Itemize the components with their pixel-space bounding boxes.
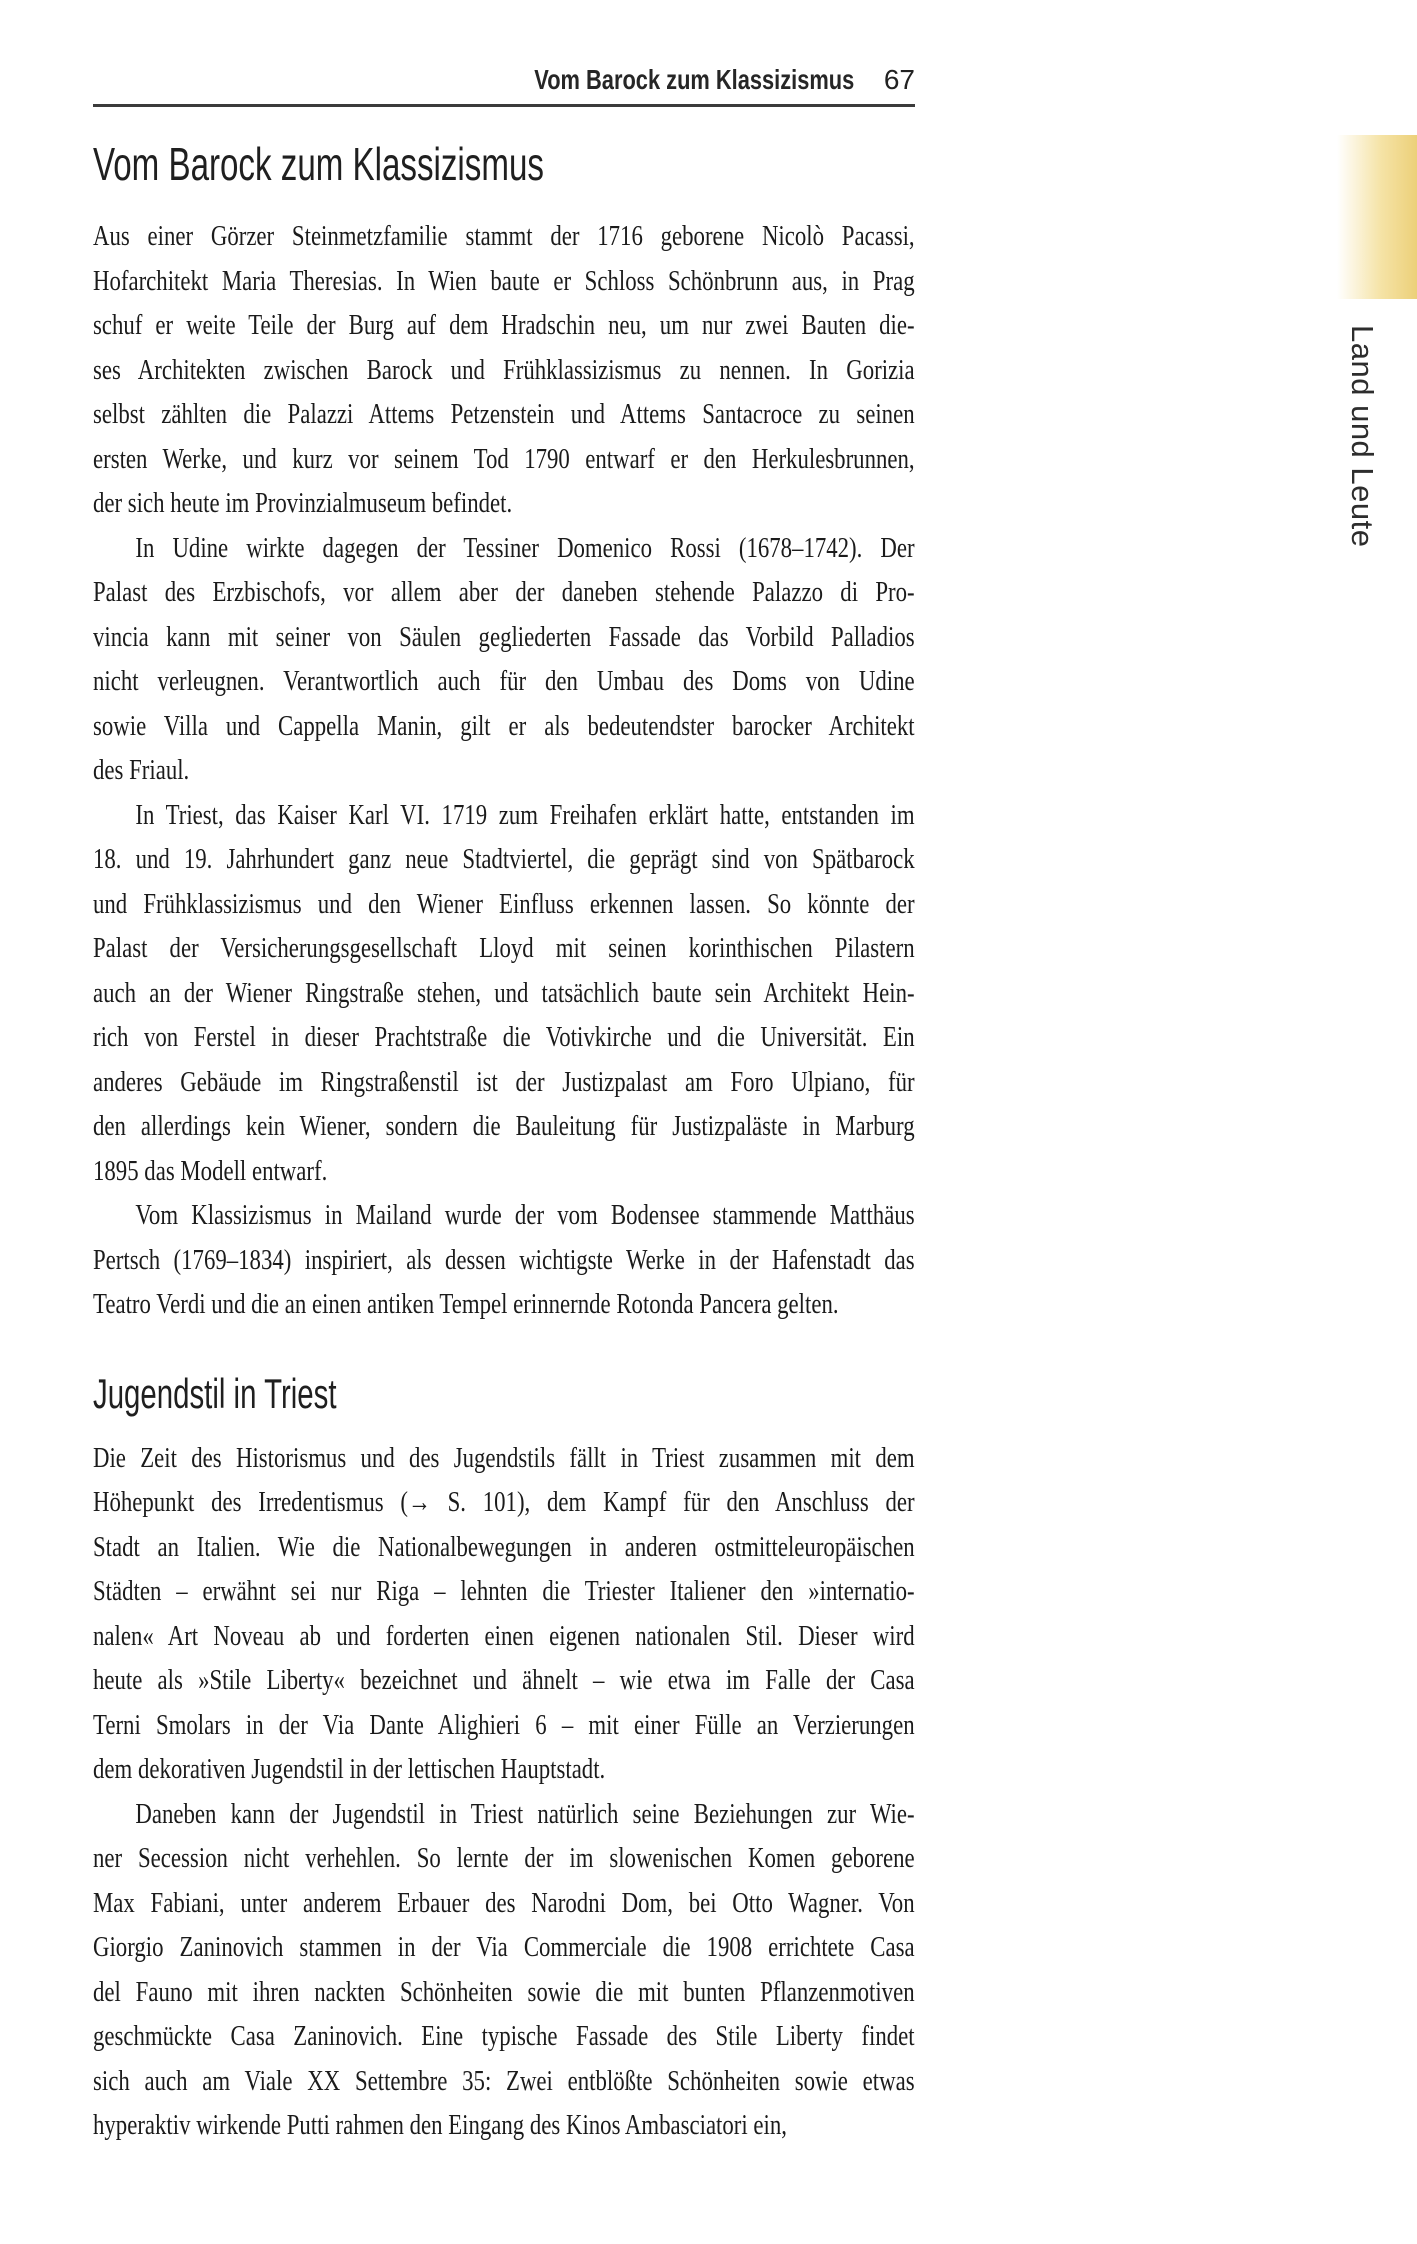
- text-line: den allerdings kein Wiener, sondern die Bauleitung für Justizpaläste in Marburg: [93, 1111, 915, 1142]
- text-line: Höhepunkt des Irredentismus (→ S. 101), dem Kampf für den Anschluss der: [93, 1487, 915, 1518]
- paragraph: [93, 1793, 915, 2149]
- text-line: del Fauno mit ihren nackten Schönheiten sowie die mit bunten Pflanzenmotiven: [93, 1976, 915, 2008]
- paragraph: [93, 527, 915, 794]
- text-line: 18. und 19. Jahrhundert ganz neue Stadtviertel, die geprägt sind von Spätbarock: [93, 844, 915, 875]
- text-line: sowie Villa und Cappella Manin, gilt er als bedeutendster barocker Architekt: [93, 710, 915, 742]
- text-line: Pertsch (1769–1834) inspiriert, als dessen wichtigste Werke in der Hafenstadt das: [93, 1244, 915, 1276]
- paragraph: [93, 215, 915, 527]
- text-line: auch an der Wiener Ringstraße stehen, und tatsächlich baute sein Architekt Hein-: [93, 977, 915, 1009]
- text-line: ersten Werke, und kurz vor seinem Tod 1790 entwarf er den Herkulesbrunnen,: [93, 443, 915, 475]
- section-heading: Vom Barock zum Klassizismus: [93, 138, 544, 190]
- text-line: des Friaul.: [93, 755, 190, 786]
- text-line: Daneben kann der Jugendstil in Triest natürlich seine Beziehungen zur Wie-: [135, 1798, 915, 1830]
- page-number: 67: [883, 64, 915, 95]
- text-line: Die Zeit des Historismus und des Jugendstils fällt in Triest zusammen mit dem: [93, 1442, 915, 1474]
- text-line: sich auch am Viale XX Settembre 35: Zwei entblößte Schönheiten sowie etwas: [93, 2065, 915, 2097]
- text-line: vincia kann mit seiner von Säulen gegliederten Fassade das Vorbild Palladios: [93, 621, 915, 653]
- text-line: und Frühklassizismus und den Wiener Einfluss erkennen lassen. So könnte der: [93, 888, 915, 920]
- text-line: Max Fabiani, unter anderem Erbauer des Narodni Dom, bei Otto Wagner. Von: [93, 1887, 915, 1919]
- text-line: nicht verleugnen. Verantwortlich auch für den Umbau des Doms von Udine: [93, 666, 915, 697]
- text-line: selbst zählten die Palazzi Attems Petzenstein und Attems Santacroce zu seinen: [93, 399, 915, 430]
- section: [93, 138, 915, 1328]
- text-line: Giorgio Zaninovich stammen in der Via Commerciale die 1908 errichtete Casa: [93, 1932, 915, 1963]
- text-line: Palast der Versicherungsgesellschaft Lloyd mit seinen korinthischen Pilastern: [93, 933, 915, 964]
- text-line: Palast des Erzbischofs, vor allem aber der daneben stehende Palazzo di Pro-: [93, 577, 915, 608]
- section: [93, 1371, 915, 2149]
- content: [93, 138, 915, 2149]
- text-line: hyperaktiv wirkende Putti rahmen den Eingang des Kinos Ambasciatori ein,: [93, 2110, 787, 2141]
- text-line: anderes Gebäude im Ringstraßenstil ist der Justizpalast am Foro Ulpiano, für: [93, 1066, 915, 1098]
- section-body: [93, 1437, 915, 2149]
- text-line: 1895 das Modell entwarf.: [93, 1155, 328, 1187]
- paragraph: [93, 1437, 915, 1793]
- text-line: Städten – erwähnt sei nur Riga – lehnten die Triester Italiener den »internatio-: [93, 1576, 915, 1607]
- running-header: [93, 63, 915, 97]
- text-line: ses Architekten zwischen Barock und Frühklassizismus zu nennen. In Gorizia: [93, 354, 915, 386]
- text-line: heute als »Stile Liberty« bezeichnet und ähnelt – wie etwa im Falle der Casa: [93, 1665, 915, 1696]
- text-line: nalen« Art Noveau ab und forderten einen eigenen nationalen Stil. Dieser wird: [93, 1620, 915, 1652]
- text-line: Terni Smolars in der Via Dante Alighieri 6 – mit einer Fülle an Verzierungen: [93, 1709, 915, 1741]
- text-line: Aus einer Görzer Steinmetzfamilie stammt der 1716 geborene Nicolò Pacassi,: [93, 221, 915, 252]
- text-line: rich von Ferstel in dieser Prachtstraße die Votivkirche und die Universität. Ein: [93, 1022, 915, 1053]
- text-line: Stadt an Italien. Wie die Nationalbewegungen in anderen ostmitteleuropäischen: [93, 1531, 915, 1563]
- text-line: Teatro Verdi und die an einen antiken Tempel erinnernde Rotonda Pancera gelten.: [93, 1289, 839, 1320]
- side-tab-label: Land und Leute: [1345, 325, 1380, 548]
- section-body: [93, 215, 915, 1328]
- text-line: Hofarchitekt Maria Theresias. In Wien baute er Schloss Schönbrunn aus, in Prag: [93, 265, 915, 297]
- side-tab: [1337, 135, 1417, 299]
- text-line: geschmückte Casa Zaninovich. Eine typische Fassade des Stile Liberty findet: [93, 2021, 915, 2052]
- text-line: dem dekorativen Jugendstil in der lettischen Hauptstadt.: [93, 1754, 606, 1785]
- paragraph: [93, 794, 915, 1195]
- text-line: Vom Klassizismus in Mailand wurde der vom Bodensee stammende Matthäus: [135, 1200, 915, 1231]
- text-line: ner Secession nicht verhehlen. So lernte der im slowenischen Komen geborene: [93, 1843, 915, 1874]
- text-line: der sich heute im Provinzialmuseum befindet.: [93, 488, 513, 519]
- section-heading: Jugendstil in Triest: [93, 1369, 337, 1417]
- text-line: In Triest, das Kaiser Karl VI. 1719 zum Freihafen erklärt hatte, entstanden im: [135, 799, 915, 831]
- header-rule: [93, 104, 915, 107]
- text-line: In Udine wirkte dagegen der Tessiner Domenico Rossi (1678–1742). Der: [135, 532, 915, 564]
- running-header-title: Vom Barock zum Klassizismus: [533, 64, 854, 95]
- text-line: schuf er weite Teile der Burg auf dem Hradschin neu, um nur zwei Bauten die-: [93, 310, 915, 341]
- paragraph: [93, 1194, 915, 1328]
